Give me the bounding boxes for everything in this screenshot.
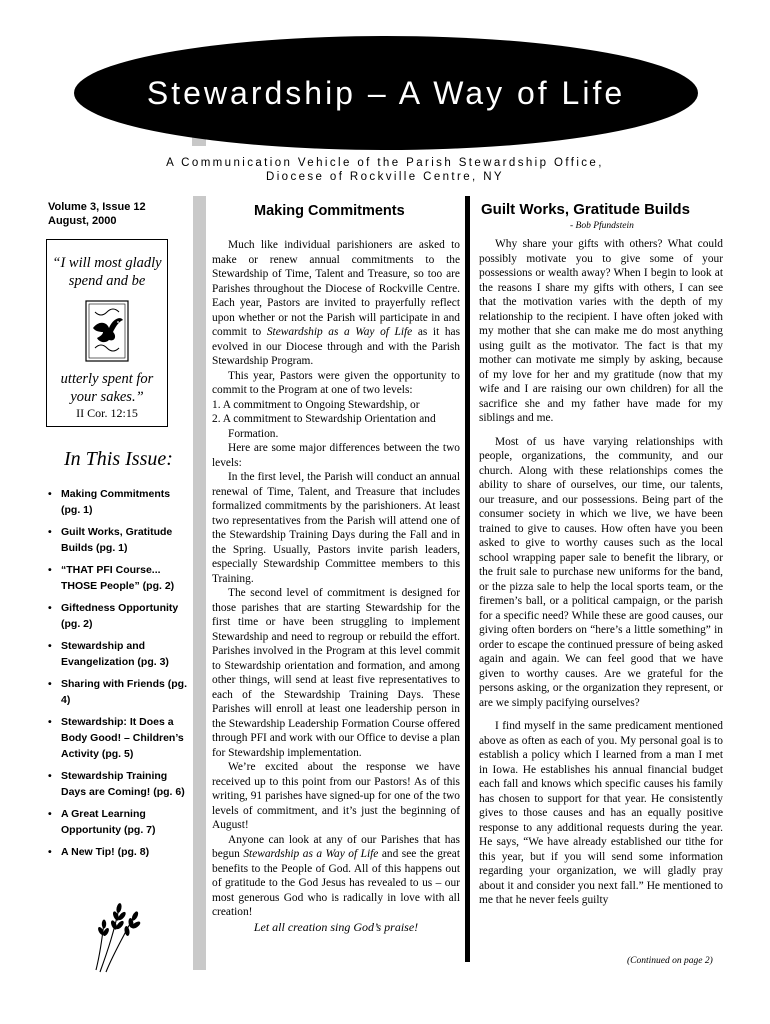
table-of-contents xyxy=(48,486,188,866)
toc-item: • Stewardship: It Does a Body Good! – Children’s Activity (pg. 5) xyxy=(48,714,188,762)
article-paragraph: The second level of commitment is designed for those parishes that are starting Stewardship for the first time or have been struggling to implement Stewardship and need to regroup or rebuild the effort. Parishes involved in the Program at this level commit to Stewardship orientation and formation, and among other things, will send at least five representatives to each of the Stewardship Training Days. These Parishes will enroll at least one leadership person in the Stewardship Leadership Formation Course offered through PFI and work with our Office to devise a plan for Stewardship implementation. xyxy=(212,587,460,759)
wheat-icon xyxy=(86,894,154,974)
article-paragraph: This year, Pastors were given the opportunity to commit to the Program at one of two levels: xyxy=(212,369,460,396)
closing-line: Let all creation sing God’s praise! xyxy=(253,919,419,934)
making-commitments-heading: Making Commitments xyxy=(254,203,405,219)
toc-item: • Sharing with Friends (pg. 4) xyxy=(48,676,188,708)
sidebar-divider xyxy=(193,196,206,970)
continued-note: (Continued on page 2) xyxy=(627,956,713,966)
toc-item: • Stewardship and Evangelization (pg. 3) xyxy=(48,638,188,670)
toc-item: • Guilt Works, Gratitude Builds (pg. 1) xyxy=(48,524,188,556)
quote-line-1: “I will most gladly spend and be xyxy=(52,255,162,289)
article-paragraph: I find myself in the same predicament mentioned above as often as each of you. My personal goal is to establish a policy which I learned from a man I met in Iowa. He establishes his annual financial budget each fall and knows which specific causes his family has chosen to support for that year. He consistently gives to those causes and has an equally positive response to any additional requests during the year. He says, “We have already established our tithe for this year, but if you will send some information regarding your organization, we will gladly pray about it and consider you next fall.” He mentioned to me that he never feels guilty xyxy=(479,720,723,906)
subtitle xyxy=(0,156,770,184)
dove-icon xyxy=(85,300,129,362)
article-paragraph: Anyone can look at any of our Parishes that has begun Stewardship as a Way of Life and see the great benefits to the People of God. All of this happens out of gratitude to the God Jesus has revealed to us – our most generous God who is radically in love with all creation! xyxy=(212,833,461,918)
subtitle-line-1: A Communication Vehicle of the Parish Stewardship Office, xyxy=(166,157,604,169)
subtitle-line-2: Diocese of Rockville Centre, NY xyxy=(265,171,505,183)
list-item: 1. A commitment to Ongoing Stewardship, or xyxy=(212,398,420,411)
toc-item: • A Great Learning Opportunity (pg. 7) xyxy=(48,806,188,838)
article-paragraph: Most of us have varying relationships with people, organizations, the community, and our church. Along with these relationships comes the ability to share of ourselves, our time, our talents, our treasure, and our possessions. Being part of the consumer society in which we live, we have been trained to give to causes. How often have you been asked to give to worthy causes such as the local school wrapping paper sale to benefit the library, or the fruit sale to purchase new uniforms for the band, or the pizza sale to help the local sports team, or the firemen’s ball, or a political campaign, or the parish for a specific need? While these are good causes, our giving often borders on “here’s a little something” in order to escape the continued pressure of being asked again and again. We can feel good that we have given to worthy causes. Are we grateful for the persons asking, or the organization they represent, or are we simply pacifying ourselves? xyxy=(479,435,723,709)
toc-item: • Giftedness Opportunity (pg. 2) xyxy=(48,600,188,632)
author-byline: - Bob Pfundstein xyxy=(570,221,634,231)
scripture-quote-box xyxy=(46,239,168,427)
toc-item: • Stewardship Training Days are Coming! (pg. 6) xyxy=(48,768,188,800)
article-paragraph: Why share your gifts with others? What could possibly motivate you to give some of your possessions or wealth away? When I begin to look at the reasons I share my gifts with others, I can see that the motivation varies with the depth of my relationship to the recipient. I have often joked with my mother that she can make me do most anything using guilt as the motivator. The fact is that my mother can motivate me simply by asking, because of my love for her and my gratitude (now that my wife and I are raising our own children) for all the sacrifice she and my father have made for my siblings and me. xyxy=(479,238,723,424)
quote-line-2: utterly spent for your sakes.” xyxy=(60,371,154,405)
article-paragraph: We’re excited about the response we have received up to this point from our Pastors! As of this writing, 91 parishes have signed-up for one of the two levels of commitment, and it’s just the beginning of August! xyxy=(212,761,460,831)
article-paragraph: Here are some major differences between the two levels: xyxy=(212,442,460,469)
masthead-banner xyxy=(74,36,698,150)
volume-issue: Volume 3, Issue 12 xyxy=(48,201,146,213)
issue-date: August, 2000 xyxy=(48,215,117,227)
guilt-works-heading: Guilt Works, Gratitude Builds xyxy=(481,201,690,218)
volume-info xyxy=(48,200,146,228)
column-divider xyxy=(465,196,470,962)
making-commitments-article xyxy=(212,238,460,934)
list-item: 2. A commitment to Stewardship Orientation and Formation. xyxy=(212,413,436,440)
in-this-issue-heading: In This Issue: xyxy=(64,448,173,470)
guilt-works-article xyxy=(479,237,723,908)
commitment-levels-list xyxy=(212,398,460,442)
article-paragraph: In the first level, the Parish will conduct an annual renewal of Time, Talent, and Treasure that includes formalized commitments by the parishioners. At least two representatives from the Parish will attend one of the Stewardship Training Days during the Fall and in the Spring. Usually, Pastors invite parish leaders, especially Stewardship Committee members to this Training. xyxy=(212,471,460,585)
newsletter-title: Stewardship – A Way of Life xyxy=(146,74,626,111)
toc-item: • A New Tip! (pg. 8) xyxy=(48,844,188,860)
quote-reference: II Cor. 12:15 xyxy=(76,406,138,420)
toc-item: • Making Commitments (pg. 1) xyxy=(48,486,188,518)
toc-item: • “THAT PFI Course... THOSE People” (pg. 2) xyxy=(48,562,188,594)
article-paragraph: Much like individual parishioners are asked to make or renew annual commitments to the Stewardship of Time, Talent and Treasure, so too are Parishes throughout the Diocese of Rockville Centre. Each year, Pastors are invited to prayerfully reflect upon whether or not the Parish will participate in and commit to Stewardship as a Way of Life as it has evolved in our Diocese through and with the Parish Stewardship Program. xyxy=(212,239,460,367)
